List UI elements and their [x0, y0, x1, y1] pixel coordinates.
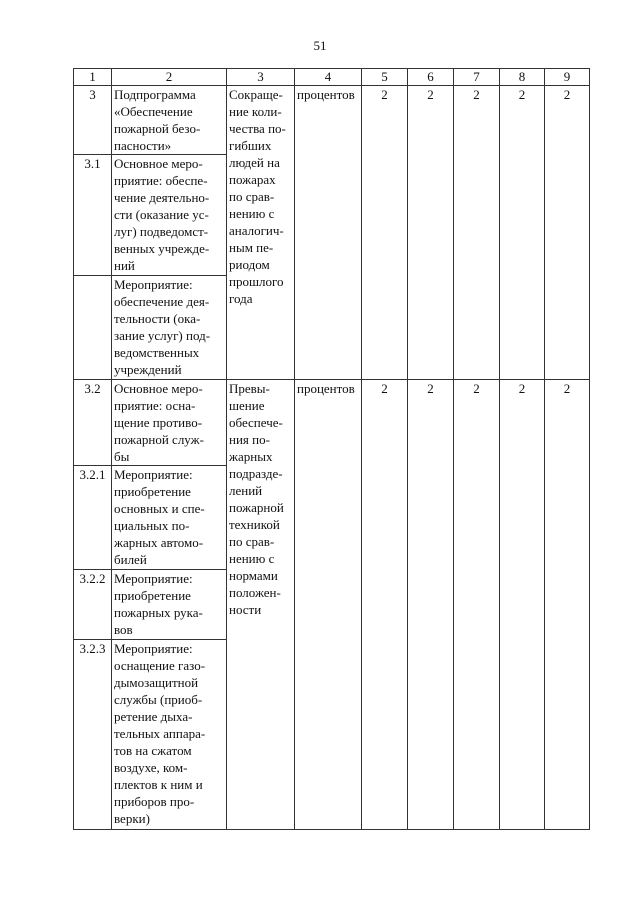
column-number: 4: [295, 69, 362, 86]
column-number: 5: [362, 69, 408, 86]
item-name: Мероприятие: приобретение пожарных рука- вов: [112, 570, 227, 640]
indicator-value: 2: [500, 86, 545, 380]
item-name: Мероприятие: обеспечение дея- тельности (ока- зание услуг) под- ведомственных учреждений: [112, 276, 227, 380]
indicator-value: 2: [362, 86, 408, 380]
column-number: 2: [112, 69, 227, 86]
item-number: 3.1: [74, 155, 112, 276]
table-row: [74, 380, 590, 466]
column-number: 9: [545, 69, 590, 86]
indicator-value: 2: [545, 86, 590, 380]
item-number: 3: [74, 86, 112, 155]
unit-of-measure: процентов: [295, 380, 362, 830]
column-number: 7: [454, 69, 500, 86]
column-number: 3: [227, 69, 295, 86]
item-name: Основное меро- приятие: осна- щение противо- пожарной служ- бы: [112, 380, 227, 466]
indicator-value: 2: [362, 380, 408, 830]
column-number: 1: [74, 69, 112, 86]
indicators-table: [73, 68, 590, 830]
column-number: 6: [408, 69, 454, 86]
indicator-value: 2: [408, 86, 454, 380]
item-name: Мероприятие: приобретение основных и спе- циальных по- жарных автомо- билей: [112, 466, 227, 570]
indicator-name: Сокраще- ние коли- чества по- гибших людей на пожарах по срав- нению с аналогич- ным пе- риодом прошлого года: [227, 86, 295, 380]
item-number: 3.2.2: [74, 570, 112, 640]
column-number: 8: [500, 69, 545, 86]
item-name: Основное меро- приятие: обеспе- чение деятельно- сти (оказание ус- луг) подведомст- венных учрежде- ний: [112, 155, 227, 276]
item-number: 3.2.1: [74, 466, 112, 570]
indicator-value: 2: [454, 86, 500, 380]
item-number: 3.2: [74, 380, 112, 466]
column-number-row: [74, 69, 590, 86]
page-number: 51: [313, 38, 327, 53]
item-name: Подпрограмма «Обеспечение пожарной безо- пасности»: [112, 86, 227, 155]
item-number: [74, 276, 112, 380]
item-name: Мероприятие: оснащение газо- дымозащитной службы (приоб- ретение дыха- тельных аппара- тов на сжатом воздухе, ком- плектов к ним и приборов про- верки): [112, 640, 227, 830]
table-row: [74, 86, 590, 155]
item-number: 3.2.3: [74, 640, 112, 830]
indicator-value: 2: [545, 380, 590, 830]
indicator-value: 2: [454, 380, 500, 830]
indicator-name: Превы- шение обеспече- ния по- жарных подразде- лений пожарной техникой по срав- нению с нормами положен- ности: [227, 380, 295, 830]
unit-of-measure: процентов: [295, 86, 362, 380]
indicator-value: 2: [500, 380, 545, 830]
indicator-value: 2: [408, 380, 454, 830]
